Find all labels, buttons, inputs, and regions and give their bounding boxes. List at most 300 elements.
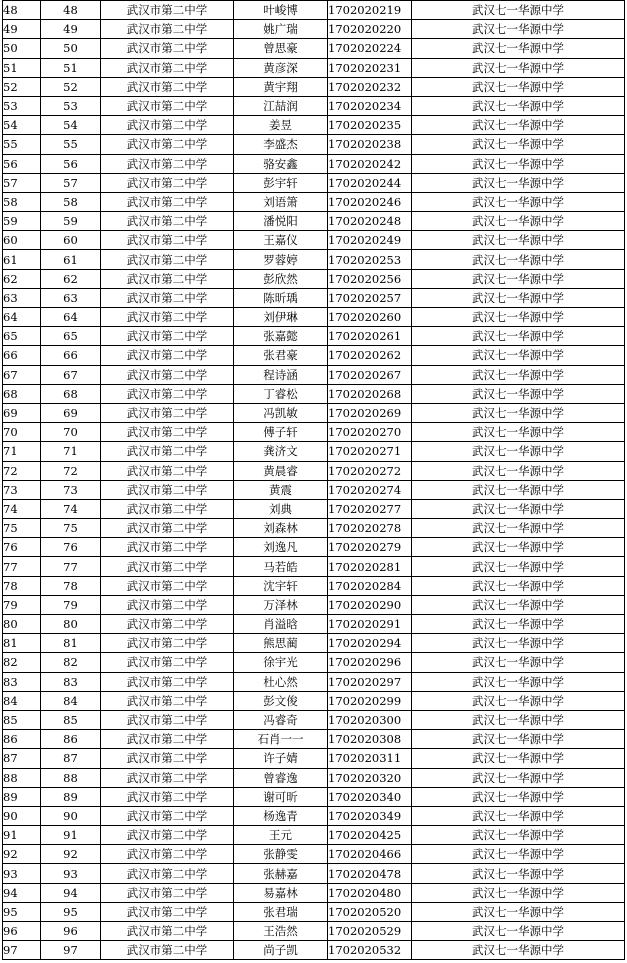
number-cell: 89 xyxy=(41,787,101,806)
number-cell: 69 xyxy=(41,403,101,422)
table-body xyxy=(3,1,625,960)
table-row xyxy=(3,346,625,365)
destination-school-cell: 武汉七一华源中学 xyxy=(412,653,625,672)
student-name-cell: 黄震 xyxy=(234,480,328,499)
table-row xyxy=(3,653,625,672)
student-id-cell: 1702020267 xyxy=(328,365,412,384)
student-name-cell: 沈宇轩 xyxy=(234,576,328,595)
table-row xyxy=(3,288,625,307)
table-row xyxy=(3,806,625,825)
number-cell: 58 xyxy=(41,192,101,211)
sequence-cell: 53 xyxy=(3,96,41,115)
student-name-cell: 姜昱 xyxy=(234,116,328,135)
number-cell: 95 xyxy=(41,902,101,921)
destination-school-cell: 武汉七一华源中学 xyxy=(412,787,625,806)
sequence-cell: 96 xyxy=(3,922,41,941)
table-row xyxy=(3,442,625,461)
table-row xyxy=(3,269,625,288)
table-row xyxy=(3,749,625,768)
student-name-cell: 曾思豪 xyxy=(234,39,328,58)
number-cell: 53 xyxy=(41,96,101,115)
student-id-cell: 1702020425 xyxy=(328,826,412,845)
table-row xyxy=(3,192,625,211)
destination-school-cell: 武汉七一华源中学 xyxy=(412,730,625,749)
school-cell: 武汉市第二中学 xyxy=(101,365,234,384)
school-cell: 武汉市第二中学 xyxy=(101,538,234,557)
student-id-cell: 1702020248 xyxy=(328,212,412,231)
table-row xyxy=(3,154,625,173)
sequence-cell: 78 xyxy=(3,576,41,595)
student-id-cell: 1702020300 xyxy=(328,710,412,729)
school-cell: 武汉市第二中学 xyxy=(101,595,234,614)
student-id-cell: 1702020238 xyxy=(328,135,412,154)
table-row xyxy=(3,768,625,787)
table-row xyxy=(3,864,625,883)
student-id-cell: 1702020277 xyxy=(328,499,412,518)
student-name-cell: 江喆润 xyxy=(234,96,328,115)
student-id-cell: 1702020279 xyxy=(328,538,412,557)
student-id-cell: 1702020271 xyxy=(328,442,412,461)
student-id-cell: 1702020232 xyxy=(328,77,412,96)
table-row xyxy=(3,365,625,384)
sequence-cell: 83 xyxy=(3,672,41,691)
destination-school-cell: 武汉七一华源中学 xyxy=(412,250,625,269)
student-id-cell: 1702020234 xyxy=(328,96,412,115)
number-cell: 52 xyxy=(41,77,101,96)
sequence-cell: 69 xyxy=(3,403,41,422)
sequence-cell: 57 xyxy=(3,173,41,192)
school-cell: 武汉市第二中学 xyxy=(101,403,234,422)
sequence-cell: 59 xyxy=(3,212,41,231)
student-id-cell: 1702020224 xyxy=(328,39,412,58)
table-row xyxy=(3,39,625,58)
destination-school-cell: 武汉七一华源中学 xyxy=(412,154,625,173)
number-cell: 57 xyxy=(41,173,101,192)
table-row xyxy=(3,250,625,269)
destination-school-cell: 武汉七一华源中学 xyxy=(412,922,625,941)
sequence-cell: 90 xyxy=(3,806,41,825)
school-cell: 武汉市第二中学 xyxy=(101,461,234,480)
student-id-cell: 1702020219 xyxy=(328,1,412,20)
school-cell: 武汉市第二中学 xyxy=(101,480,234,499)
number-cell: 92 xyxy=(41,845,101,864)
sequence-cell: 76 xyxy=(3,538,41,557)
destination-school-cell: 武汉七一华源中学 xyxy=(412,749,625,768)
destination-school-cell: 武汉七一华源中学 xyxy=(412,826,625,845)
sequence-cell: 91 xyxy=(3,826,41,845)
school-cell: 武汉市第二中学 xyxy=(101,308,234,327)
student-id-cell: 1702020290 xyxy=(328,595,412,614)
student-id-cell: 1702020284 xyxy=(328,576,412,595)
school-cell: 武汉市第二中学 xyxy=(101,499,234,518)
table-row xyxy=(3,730,625,749)
sequence-cell: 51 xyxy=(3,58,41,77)
destination-school-cell: 武汉七一华源中学 xyxy=(412,192,625,211)
sequence-cell: 94 xyxy=(3,883,41,902)
destination-school-cell: 武汉七一华源中学 xyxy=(412,864,625,883)
student-id-cell: 1702020349 xyxy=(328,806,412,825)
student-id-cell: 1702020244 xyxy=(328,173,412,192)
number-cell: 75 xyxy=(41,519,101,538)
school-cell: 武汉市第二中学 xyxy=(101,902,234,921)
student-id-cell: 1702020478 xyxy=(328,864,412,883)
table-row xyxy=(3,77,625,96)
number-cell: 78 xyxy=(41,576,101,595)
school-cell: 武汉市第二中学 xyxy=(101,423,234,442)
table-row xyxy=(3,845,625,864)
student-id-cell: 1702020269 xyxy=(328,403,412,422)
student-name-cell: 张君瑞 xyxy=(234,902,328,921)
number-cell: 72 xyxy=(41,461,101,480)
destination-school-cell: 武汉七一华源中学 xyxy=(412,519,625,538)
destination-school-cell: 武汉七一华源中学 xyxy=(412,941,625,960)
table-row xyxy=(3,96,625,115)
number-cell: 67 xyxy=(41,365,101,384)
school-cell: 武汉市第二中学 xyxy=(101,250,234,269)
destination-school-cell: 武汉七一华源中学 xyxy=(412,806,625,825)
sequence-cell: 62 xyxy=(3,269,41,288)
student-id-cell: 1702020340 xyxy=(328,787,412,806)
destination-school-cell: 武汉七一华源中学 xyxy=(412,710,625,729)
table-row xyxy=(3,58,625,77)
school-cell: 武汉市第二中学 xyxy=(101,634,234,653)
table-row xyxy=(3,403,625,422)
sequence-cell: 93 xyxy=(3,864,41,883)
table-row xyxy=(3,212,625,231)
table-row xyxy=(3,595,625,614)
sequence-cell: 56 xyxy=(3,154,41,173)
student-id-cell: 1702020260 xyxy=(328,308,412,327)
table-row xyxy=(3,423,625,442)
number-cell: 71 xyxy=(41,442,101,461)
school-cell: 武汉市第二中学 xyxy=(101,787,234,806)
student-name-cell: 张君豪 xyxy=(234,346,328,365)
student-id-cell: 1702020235 xyxy=(328,116,412,135)
table-row xyxy=(3,787,625,806)
school-cell: 武汉市第二中学 xyxy=(101,672,234,691)
table-row xyxy=(3,710,625,729)
student-id-cell: 1702020270 xyxy=(328,423,412,442)
destination-school-cell: 武汉七一华源中学 xyxy=(412,902,625,921)
number-cell: 86 xyxy=(41,730,101,749)
school-cell: 武汉市第二中学 xyxy=(101,346,234,365)
table-row xyxy=(3,231,625,250)
number-cell: 64 xyxy=(41,308,101,327)
sequence-cell: 48 xyxy=(3,1,41,20)
sequence-cell: 64 xyxy=(3,308,41,327)
sequence-cell: 68 xyxy=(3,384,41,403)
school-cell: 武汉市第二中学 xyxy=(101,730,234,749)
student-id-cell: 1702020281 xyxy=(328,557,412,576)
school-cell: 武汉市第二中学 xyxy=(101,135,234,154)
destination-school-cell: 武汉七一华源中学 xyxy=(412,672,625,691)
sequence-cell: 85 xyxy=(3,710,41,729)
number-cell: 55 xyxy=(41,135,101,154)
table-row xyxy=(3,384,625,403)
destination-school-cell: 武汉七一华源中学 xyxy=(412,327,625,346)
destination-school-cell: 武汉七一华源中学 xyxy=(412,173,625,192)
destination-school-cell: 武汉七一华源中学 xyxy=(412,135,625,154)
student-name-cell: 王嘉仪 xyxy=(234,231,328,250)
student-name-cell: 肖溢晗 xyxy=(234,615,328,634)
sequence-cell: 71 xyxy=(3,442,41,461)
table-row xyxy=(3,116,625,135)
student-name-cell: 彭宇轩 xyxy=(234,173,328,192)
school-cell: 武汉市第二中学 xyxy=(101,384,234,403)
student-name-cell: 潘悦阳 xyxy=(234,212,328,231)
number-cell: 80 xyxy=(41,615,101,634)
table-row xyxy=(3,941,625,960)
school-cell: 武汉市第二中学 xyxy=(101,231,234,250)
number-cell: 84 xyxy=(41,691,101,710)
number-cell: 87 xyxy=(41,749,101,768)
student-id-cell: 1702020231 xyxy=(328,58,412,77)
sequence-cell: 73 xyxy=(3,480,41,499)
student-list-table xyxy=(2,0,625,960)
number-cell: 60 xyxy=(41,231,101,250)
student-id-cell: 1702020257 xyxy=(328,288,412,307)
student-id-cell: 1702020297 xyxy=(328,672,412,691)
table-row xyxy=(3,308,625,327)
student-name-cell: 冯凯敏 xyxy=(234,403,328,422)
student-name-cell: 黄宇翔 xyxy=(234,77,328,96)
school-cell: 武汉市第二中学 xyxy=(101,269,234,288)
sequence-cell: 72 xyxy=(3,461,41,480)
sequence-cell: 52 xyxy=(3,77,41,96)
student-name-cell: 易嘉林 xyxy=(234,883,328,902)
destination-school-cell: 武汉七一华源中学 xyxy=(412,691,625,710)
sequence-cell: 80 xyxy=(3,615,41,634)
destination-school-cell: 武汉七一华源中学 xyxy=(412,231,625,250)
student-id-cell: 1702020249 xyxy=(328,231,412,250)
school-cell: 武汉市第二中学 xyxy=(101,442,234,461)
school-cell: 武汉市第二中学 xyxy=(101,288,234,307)
number-cell: 79 xyxy=(41,595,101,614)
student-name-cell: 张嘉懿 xyxy=(234,327,328,346)
destination-school-cell: 武汉七一华源中学 xyxy=(412,384,625,403)
table-row xyxy=(3,557,625,576)
number-cell: 68 xyxy=(41,384,101,403)
student-name-cell: 彭文俊 xyxy=(234,691,328,710)
number-cell: 48 xyxy=(41,1,101,20)
student-name-cell: 王浩然 xyxy=(234,922,328,941)
number-cell: 96 xyxy=(41,922,101,941)
destination-school-cell: 武汉七一华源中学 xyxy=(412,365,625,384)
student-name-cell: 陈昕瑀 xyxy=(234,288,328,307)
sequence-cell: 58 xyxy=(3,192,41,211)
school-cell: 武汉市第二中学 xyxy=(101,576,234,595)
school-cell: 武汉市第二中学 xyxy=(101,116,234,135)
number-cell: 91 xyxy=(41,826,101,845)
student-name-cell: 熊思蔺 xyxy=(234,634,328,653)
school-cell: 武汉市第二中学 xyxy=(101,154,234,173)
destination-school-cell: 武汉七一华源中学 xyxy=(412,595,625,614)
number-cell: 50 xyxy=(41,39,101,58)
student-id-cell: 1702020529 xyxy=(328,922,412,941)
sequence-cell: 55 xyxy=(3,135,41,154)
table-row xyxy=(3,922,625,941)
student-name-cell: 丁睿松 xyxy=(234,384,328,403)
student-name-cell: 王元 xyxy=(234,826,328,845)
student-name-cell: 黄彦深 xyxy=(234,58,328,77)
sequence-cell: 86 xyxy=(3,730,41,749)
table-row xyxy=(3,499,625,518)
school-cell: 武汉市第二中学 xyxy=(101,519,234,538)
school-cell: 武汉市第二中学 xyxy=(101,653,234,672)
table-row xyxy=(3,576,625,595)
school-cell: 武汉市第二中学 xyxy=(101,173,234,192)
table-row xyxy=(3,691,625,710)
sequence-cell: 82 xyxy=(3,653,41,672)
student-name-cell: 刘典 xyxy=(234,499,328,518)
student-name-cell: 冯睿奇 xyxy=(234,710,328,729)
student-id-cell: 1702020520 xyxy=(328,902,412,921)
sequence-cell: 77 xyxy=(3,557,41,576)
table-row xyxy=(3,538,625,557)
school-cell: 武汉市第二中学 xyxy=(101,749,234,768)
table-row xyxy=(3,519,625,538)
school-cell: 武汉市第二中学 xyxy=(101,327,234,346)
student-id-cell: 1702020272 xyxy=(328,461,412,480)
sequence-cell: 81 xyxy=(3,634,41,653)
number-cell: 73 xyxy=(41,480,101,499)
student-id-cell: 1702020253 xyxy=(328,250,412,269)
student-id-cell: 1702020268 xyxy=(328,384,412,403)
school-cell: 武汉市第二中学 xyxy=(101,77,234,96)
student-id-cell: 1702020220 xyxy=(328,20,412,39)
destination-school-cell: 武汉七一华源中学 xyxy=(412,20,625,39)
student-name-cell: 刘逸凡 xyxy=(234,538,328,557)
destination-school-cell: 武汉七一华源中学 xyxy=(412,403,625,422)
number-cell: 94 xyxy=(41,883,101,902)
sequence-cell: 67 xyxy=(3,365,41,384)
student-name-cell: 彭欣然 xyxy=(234,269,328,288)
student-name-cell: 徐宇光 xyxy=(234,653,328,672)
student-name-cell: 叶峻博 xyxy=(234,1,328,20)
sequence-cell: 79 xyxy=(3,595,41,614)
destination-school-cell: 武汉七一华源中学 xyxy=(412,442,625,461)
number-cell: 65 xyxy=(41,327,101,346)
table-row xyxy=(3,480,625,499)
number-cell: 88 xyxy=(41,768,101,787)
number-cell: 54 xyxy=(41,116,101,135)
number-cell: 97 xyxy=(41,941,101,960)
table-row xyxy=(3,173,625,192)
destination-school-cell: 武汉七一华源中学 xyxy=(412,883,625,902)
number-cell: 51 xyxy=(41,58,101,77)
sequence-cell: 50 xyxy=(3,39,41,58)
sequence-cell: 95 xyxy=(3,902,41,921)
student-id-cell: 1702020294 xyxy=(328,634,412,653)
table-row xyxy=(3,883,625,902)
sequence-cell: 61 xyxy=(3,250,41,269)
sequence-cell: 87 xyxy=(3,749,41,768)
school-cell: 武汉市第二中学 xyxy=(101,39,234,58)
table-row xyxy=(3,634,625,653)
student-id-cell: 1702020311 xyxy=(328,749,412,768)
student-name-cell: 傅子轩 xyxy=(234,423,328,442)
destination-school-cell: 武汉七一华源中学 xyxy=(412,634,625,653)
student-name-cell: 程诗涵 xyxy=(234,365,328,384)
destination-school-cell: 武汉七一华源中学 xyxy=(412,615,625,634)
number-cell: 59 xyxy=(41,212,101,231)
number-cell: 49 xyxy=(41,20,101,39)
student-id-cell: 1702020256 xyxy=(328,269,412,288)
student-name-cell: 张静雯 xyxy=(234,845,328,864)
destination-school-cell: 武汉七一华源中学 xyxy=(412,116,625,135)
student-name-cell: 杜心然 xyxy=(234,672,328,691)
school-cell: 武汉市第二中学 xyxy=(101,615,234,634)
student-id-cell: 1702020291 xyxy=(328,615,412,634)
sequence-cell: 84 xyxy=(3,691,41,710)
student-name-cell: 曾睿逸 xyxy=(234,768,328,787)
table-row xyxy=(3,1,625,20)
number-cell: 66 xyxy=(41,346,101,365)
number-cell: 76 xyxy=(41,538,101,557)
sequence-cell: 89 xyxy=(3,787,41,806)
sequence-cell: 75 xyxy=(3,519,41,538)
student-id-cell: 1702020299 xyxy=(328,691,412,710)
destination-school-cell: 武汉七一华源中学 xyxy=(412,480,625,499)
student-name-cell: 骆安鑫 xyxy=(234,154,328,173)
student-id-cell: 1702020466 xyxy=(328,845,412,864)
student-name-cell: 谢可昕 xyxy=(234,787,328,806)
number-cell: 77 xyxy=(41,557,101,576)
student-id-cell: 1702020261 xyxy=(328,327,412,346)
school-cell: 武汉市第二中学 xyxy=(101,826,234,845)
school-cell: 武汉市第二中学 xyxy=(101,212,234,231)
destination-school-cell: 武汉七一华源中学 xyxy=(412,269,625,288)
number-cell: 85 xyxy=(41,710,101,729)
number-cell: 63 xyxy=(41,288,101,307)
sequence-cell: 97 xyxy=(3,941,41,960)
sequence-cell: 60 xyxy=(3,231,41,250)
sequence-cell: 54 xyxy=(3,116,41,135)
destination-school-cell: 武汉七一华源中学 xyxy=(412,576,625,595)
number-cell: 56 xyxy=(41,154,101,173)
destination-school-cell: 武汉七一华源中学 xyxy=(412,768,625,787)
school-cell: 武汉市第二中学 xyxy=(101,192,234,211)
number-cell: 82 xyxy=(41,653,101,672)
sequence-cell: 49 xyxy=(3,20,41,39)
number-cell: 61 xyxy=(41,250,101,269)
number-cell: 90 xyxy=(41,806,101,825)
student-id-cell: 1702020532 xyxy=(328,941,412,960)
student-id-cell: 1702020262 xyxy=(328,346,412,365)
student-id-cell: 1702020320 xyxy=(328,768,412,787)
number-cell: 62 xyxy=(41,269,101,288)
destination-school-cell: 武汉七一华源中学 xyxy=(412,77,625,96)
sequence-cell: 65 xyxy=(3,327,41,346)
school-cell: 武汉市第二中学 xyxy=(101,557,234,576)
destination-school-cell: 武汉七一华源中学 xyxy=(412,39,625,58)
student-name-cell: 李盛杰 xyxy=(234,135,328,154)
sequence-cell: 66 xyxy=(3,346,41,365)
destination-school-cell: 武汉七一华源中学 xyxy=(412,96,625,115)
sequence-cell: 74 xyxy=(3,499,41,518)
school-cell: 武汉市第二中学 xyxy=(101,58,234,77)
school-cell: 武汉市第二中学 xyxy=(101,710,234,729)
student-name-cell: 罗蓉婷 xyxy=(234,250,328,269)
sequence-cell: 92 xyxy=(3,845,41,864)
table-row xyxy=(3,327,625,346)
destination-school-cell: 武汉七一华源中学 xyxy=(412,308,625,327)
school-cell: 武汉市第二中学 xyxy=(101,20,234,39)
student-id-cell: 1702020278 xyxy=(328,519,412,538)
number-cell: 83 xyxy=(41,672,101,691)
school-cell: 武汉市第二中学 xyxy=(101,1,234,20)
student-name-cell: 刘伊琳 xyxy=(234,308,328,327)
